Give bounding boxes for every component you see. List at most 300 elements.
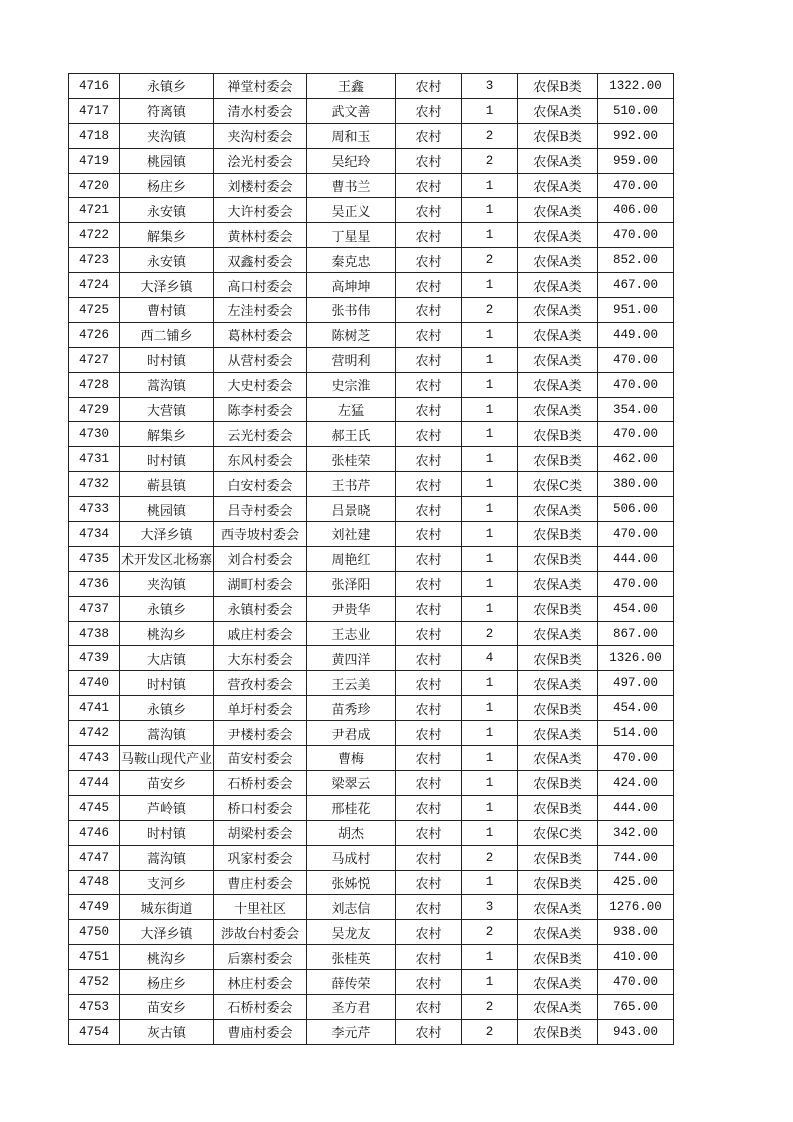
family-size: 2 — [485, 850, 494, 865]
insurance-category: 农保B类 — [533, 453, 582, 469]
family-size: 1 — [485, 726, 494, 741]
amount: 470.00 — [612, 427, 658, 442]
village-committee: 从营村委会 — [227, 354, 293, 370]
village-committee-cell — [214, 920, 307, 945]
insurance-category-cell — [518, 994, 598, 1019]
insurance-category-cell — [518, 248, 598, 273]
family-size: 2 — [485, 1024, 494, 1039]
row-number: 4718 — [78, 128, 109, 143]
village-committee: 大史村委会 — [227, 379, 293, 395]
table-body — [69, 74, 674, 1045]
insurance-category: 农保A类 — [533, 578, 582, 594]
row-number-cell — [69, 422, 120, 447]
family-size: 1 — [485, 477, 494, 492]
insurance-category: 农保B类 — [533, 80, 582, 96]
row-number-cell — [69, 472, 120, 497]
person-name-cell — [307, 198, 396, 223]
family-size-cell — [462, 845, 518, 870]
village-committee-cell — [214, 173, 307, 198]
township-cell — [120, 870, 214, 895]
household-type: 农村 — [415, 503, 442, 519]
amount-cell — [598, 770, 674, 795]
household-type: 农村 — [415, 852, 442, 868]
person-name: 吴纪玲 — [331, 155, 371, 171]
person-name-cell — [307, 522, 396, 547]
household-type: 农村 — [415, 105, 442, 121]
person-name-cell — [307, 298, 396, 323]
insurance-category: 农保B类 — [533, 1026, 582, 1042]
row-number: 4729 — [78, 402, 109, 417]
amount-cell — [598, 273, 674, 298]
person-name-cell — [307, 248, 396, 273]
household-type-cell — [396, 223, 462, 248]
family-size: 1 — [485, 975, 494, 989]
table-row — [69, 696, 674, 721]
insurance-category-cell — [518, 1019, 598, 1044]
amount-cell — [598, 1019, 674, 1044]
township: 符离镇 — [146, 105, 186, 121]
family-size: 1 — [485, 950, 494, 965]
amount-cell — [598, 721, 674, 746]
household-type-cell — [396, 98, 462, 123]
person-name: 吴龙友 — [331, 926, 371, 942]
township-cell — [120, 994, 214, 1019]
row-number-cell — [69, 298, 120, 323]
household-type: 农村 — [415, 80, 442, 96]
household-type: 农村 — [415, 204, 442, 220]
insurance-category-cell — [518, 397, 598, 422]
row-number-cell — [69, 795, 120, 820]
row-number-cell — [69, 895, 120, 920]
amount-cell — [598, 746, 674, 771]
household-type-cell — [396, 895, 462, 920]
insurance-category: 农保B类 — [533, 777, 582, 793]
amount-cell — [598, 472, 674, 497]
household-type: 农村 — [415, 727, 442, 743]
amount-cell — [598, 198, 674, 223]
row-number: 4724 — [78, 278, 109, 293]
household-type: 农村 — [415, 876, 442, 892]
household-type-cell — [396, 621, 462, 646]
person-name-cell — [307, 970, 396, 995]
village-committee: 十里社区 — [233, 901, 286, 917]
village-committee: 吕寺村委会 — [227, 503, 293, 519]
person-name: 圣方君 — [331, 1001, 371, 1017]
township: 桃沟乡 — [146, 628, 186, 644]
village-committee-cell — [214, 546, 307, 571]
family-size: 3 — [485, 900, 494, 915]
family-size-cell — [462, 422, 518, 447]
family-size-cell — [462, 74, 518, 99]
table-row — [69, 98, 674, 123]
township: 永安镇 — [146, 254, 186, 270]
household-type: 农村 — [415, 603, 442, 619]
household-type: 农村 — [415, 1001, 442, 1017]
person-name: 郝王氏 — [331, 428, 371, 444]
township: 时村镇 — [146, 827, 186, 843]
person-name: 吕景晓 — [331, 503, 371, 519]
amount: 497.00 — [612, 676, 658, 691]
household-type-cell — [396, 497, 462, 522]
household-type: 农村 — [415, 926, 442, 942]
township: 大泽乡镇 — [140, 279, 193, 295]
amount: 470.00 — [612, 377, 658, 392]
amount: 470.00 — [612, 750, 658, 765]
person-name: 张泽阳 — [331, 578, 371, 594]
township: 桃园镇 — [146, 155, 186, 171]
person-name-cell — [307, 870, 396, 895]
amount: 354.00 — [612, 402, 658, 417]
table-row — [69, 322, 674, 347]
household-type: 农村 — [415, 901, 442, 917]
amount: 462.00 — [612, 452, 658, 467]
household-type-cell — [396, 347, 462, 372]
row-number: 4749 — [78, 900, 109, 915]
household-type: 农村 — [415, 578, 442, 594]
household-type-cell — [396, 770, 462, 795]
township-cell — [120, 1019, 214, 1044]
family-size: 1 — [485, 178, 494, 193]
township: 桃园镇 — [146, 503, 186, 519]
village-committee-cell — [214, 770, 307, 795]
amount: 467.00 — [612, 278, 658, 293]
insurance-category-cell — [518, 820, 598, 845]
row-number: 4753 — [78, 999, 109, 1014]
village-committee-cell — [214, 123, 307, 148]
person-name: 吴正义 — [331, 204, 371, 220]
township: 解集乡 — [146, 428, 186, 444]
row-number: 4719 — [78, 153, 109, 168]
household-type-cell — [396, 870, 462, 895]
person-name: 邢桂花 — [331, 802, 371, 818]
amount-cell — [598, 945, 674, 970]
person-name: 张书伟 — [331, 304, 371, 320]
township-cell — [120, 223, 214, 248]
household-type: 农村 — [415, 677, 442, 693]
household-type: 农村 — [415, 802, 442, 818]
person-name-cell — [307, 447, 396, 472]
township: 大泽乡镇 — [140, 926, 193, 942]
row-number: 4751 — [78, 950, 109, 965]
row-number-cell — [69, 223, 120, 248]
village-committee: 大东村委会 — [227, 652, 293, 668]
table-row — [69, 596, 674, 621]
table-row — [69, 770, 674, 795]
person-name-cell — [307, 497, 396, 522]
family-size: 2 — [485, 153, 494, 168]
insurance-category-cell — [518, 347, 598, 372]
village-committee: 东风村委会 — [227, 453, 293, 469]
person-name-cell — [307, 696, 396, 721]
person-name: 史宗淮 — [331, 379, 371, 395]
family-size: 2 — [485, 253, 494, 268]
village-committee: 双鑫村委会 — [227, 254, 293, 270]
township-cell — [120, 970, 214, 995]
amount-cell — [598, 571, 674, 596]
insurance-category: 农保A类 — [533, 976, 582, 992]
insurance-category: 农保A类 — [533, 503, 582, 519]
table-row — [69, 746, 674, 771]
amount: 951.00 — [612, 302, 658, 317]
family-size-cell — [462, 273, 518, 298]
amount: 425.00 — [612, 875, 658, 890]
insurance-category: 农保A类 — [533, 204, 582, 220]
family-size: 1 — [485, 601, 494, 616]
amount: 943.00 — [612, 1024, 658, 1039]
person-name-cell — [307, 472, 396, 497]
village-committee-cell — [214, 98, 307, 123]
person-name-cell — [307, 746, 396, 771]
amount: 1322.00 — [609, 78, 662, 93]
insurance-category-cell — [518, 770, 598, 795]
person-name-cell — [307, 845, 396, 870]
village-committee-cell — [214, 621, 307, 646]
township-cell — [120, 522, 214, 547]
amount: 406.00 — [612, 203, 658, 218]
person-name-cell — [307, 546, 396, 571]
person-name: 周艳红 — [331, 553, 371, 569]
family-size: 1 — [485, 576, 494, 591]
row-number-cell — [69, 497, 120, 522]
person-name-cell — [307, 422, 396, 447]
person-name: 高坤坤 — [331, 279, 371, 295]
family-size-cell — [462, 596, 518, 621]
amount: 410.00 — [612, 950, 658, 965]
family-size: 2 — [485, 999, 494, 1014]
person-name: 丁星星 — [331, 229, 371, 245]
amount: 449.00 — [612, 327, 658, 342]
amount: 470.00 — [612, 352, 658, 367]
amount-cell — [598, 123, 674, 148]
amount: 959.00 — [612, 153, 658, 168]
insurance-category-cell — [518, 571, 598, 596]
person-name-cell — [307, 347, 396, 372]
row-number: 4728 — [78, 377, 109, 392]
amount: 1276.00 — [609, 900, 662, 915]
village-committee: 曹庙村委会 — [227, 1026, 293, 1042]
amount-cell — [598, 322, 674, 347]
row-number-cell — [69, 347, 120, 372]
person-name-cell — [307, 795, 396, 820]
township-cell — [120, 596, 214, 621]
insurance-category: 农保B类 — [533, 702, 582, 718]
township: 马鞍山现代产业 — [120, 752, 212, 768]
amount: 510.00 — [612, 103, 658, 118]
family-size: 1 — [485, 825, 494, 840]
village-committee: 黄林村委会 — [227, 229, 293, 245]
family-size-cell — [462, 571, 518, 596]
household-type-cell — [396, 671, 462, 696]
household-type-cell — [396, 920, 462, 945]
table-row — [69, 123, 674, 148]
insurance-category: 农保B类 — [533, 876, 582, 892]
insurance-category-cell — [518, 98, 598, 123]
family-size: 1 — [485, 750, 494, 765]
amount: 514.00 — [612, 726, 658, 741]
household-type-cell — [396, 472, 462, 497]
person-name: 周和玉 — [331, 130, 371, 146]
table-row — [69, 447, 674, 472]
village-committee-cell — [214, 298, 307, 323]
township-cell — [120, 920, 214, 945]
row-number-cell — [69, 994, 120, 1019]
household-type-cell — [396, 422, 462, 447]
person-name-cell — [307, 895, 396, 920]
amount-cell — [598, 372, 674, 397]
insurance-category-cell — [518, 273, 598, 298]
household-type-cell — [396, 273, 462, 298]
row-number-cell — [69, 546, 120, 571]
village-committee-cell — [214, 472, 307, 497]
village-committee-cell — [214, 422, 307, 447]
row-number-cell — [69, 970, 120, 995]
family-size-cell — [462, 372, 518, 397]
row-number: 4721 — [78, 203, 109, 218]
township-cell — [120, 74, 214, 99]
township-cell — [120, 123, 214, 148]
person-name: 王书芹 — [331, 478, 371, 494]
table-row — [69, 347, 674, 372]
person-name: 张桂荣 — [331, 453, 371, 469]
family-size: 1 — [485, 103, 494, 118]
family-size-cell — [462, 198, 518, 223]
row-number: 4727 — [78, 352, 109, 367]
household-type-cell — [396, 322, 462, 347]
row-number-cell — [69, 148, 120, 173]
row-number: 4738 — [78, 626, 109, 641]
household-type-cell — [396, 74, 462, 99]
amount-cell — [598, 223, 674, 248]
amount: 444.00 — [612, 800, 658, 815]
person-name-cell — [307, 322, 396, 347]
amount-cell — [598, 148, 674, 173]
village-committee-cell — [214, 970, 307, 995]
family-size-cell — [462, 397, 518, 422]
family-size-cell — [462, 696, 518, 721]
person-name: 陈树芝 — [331, 329, 371, 345]
township: 解集乡 — [146, 229, 186, 245]
township-cell — [120, 422, 214, 447]
person-name: 梁翠云 — [331, 777, 371, 793]
village-committee-cell — [214, 447, 307, 472]
person-name-cell — [307, 98, 396, 123]
person-name-cell — [307, 123, 396, 148]
village-committee: 林庄村委会 — [227, 976, 293, 992]
family-size-cell — [462, 746, 518, 771]
village-committee: 营孜村委会 — [227, 677, 293, 693]
row-number: 4734 — [78, 526, 109, 541]
row-number-cell — [69, 671, 120, 696]
insurance-category-cell — [518, 198, 598, 223]
amount: 454.00 — [612, 701, 658, 716]
township: 蒿沟镇 — [146, 379, 186, 395]
row-number-cell — [69, 596, 120, 621]
township: 大店镇 — [146, 652, 186, 668]
amount: 470.00 — [612, 228, 658, 243]
person-name: 刘志信 — [331, 901, 371, 917]
amount-cell — [598, 671, 674, 696]
household-type: 农村 — [415, 229, 442, 245]
person-name: 王云美 — [331, 677, 371, 693]
village-committee: 尹楼村委会 — [227, 727, 293, 743]
person-name: 胡杰 — [337, 827, 364, 843]
township: 大泽乡镇 — [140, 528, 193, 544]
amount-cell — [598, 98, 674, 123]
insurance-category-cell — [518, 870, 598, 895]
township-cell — [120, 621, 214, 646]
household-type-cell — [396, 746, 462, 771]
household-type: 农村 — [415, 279, 442, 295]
village-committee: 石桥村委会 — [227, 1001, 293, 1017]
township: 苗安乡 — [146, 1001, 186, 1017]
insurance-category: 农保A类 — [533, 1001, 582, 1017]
township: 永安镇 — [146, 204, 186, 220]
township: 蒿沟镇 — [146, 852, 186, 868]
person-name-cell — [307, 571, 396, 596]
family-size-cell — [462, 895, 518, 920]
family-size: 1 — [485, 327, 494, 342]
village-committee: 涉故台村委会 — [220, 926, 299, 942]
family-size-cell — [462, 123, 518, 148]
row-number-cell — [69, 920, 120, 945]
amount: 938.00 — [612, 925, 658, 940]
insurance-category-cell — [518, 746, 598, 771]
household-type: 农村 — [415, 329, 442, 345]
village-committee-cell — [214, 1019, 307, 1044]
table-row — [69, 571, 674, 596]
row-number: 4740 — [78, 676, 109, 691]
household-type: 农村 — [415, 827, 442, 843]
township: 蕲县镇 — [146, 478, 186, 494]
table-row — [69, 895, 674, 920]
insurance-category-cell — [518, 795, 598, 820]
table-row — [69, 994, 674, 1019]
insurance-category-cell — [518, 447, 598, 472]
village-committee: 永镇村委会 — [227, 603, 293, 619]
household-type: 农村 — [415, 652, 442, 668]
household-type: 农村 — [415, 254, 442, 270]
insurance-category-cell — [518, 970, 598, 995]
table-row — [69, 820, 674, 845]
village-committee-cell — [214, 596, 307, 621]
row-number: 4720 — [78, 178, 109, 193]
row-number-cell — [69, 173, 120, 198]
village-committee: 湖町村委会 — [227, 578, 293, 594]
person-name: 黄四洋 — [331, 652, 371, 668]
family-size: 1 — [485, 701, 494, 716]
row-number: 4745 — [78, 800, 109, 815]
table-row — [69, 970, 674, 995]
row-number-cell — [69, 198, 120, 223]
township-cell — [120, 173, 214, 198]
row-number-cell — [69, 322, 120, 347]
family-size: 2 — [485, 128, 494, 143]
table-row — [69, 173, 674, 198]
village-committee-cell — [214, 74, 307, 99]
amount: 424.00 — [612, 775, 658, 790]
insurance-category-cell — [518, 721, 598, 746]
household-type-cell — [396, 596, 462, 621]
village-committee: 大许村委会 — [227, 204, 293, 220]
household-type: 农村 — [415, 180, 442, 195]
amount-cell — [598, 696, 674, 721]
row-number: 4736 — [78, 576, 109, 591]
amount-cell — [598, 298, 674, 323]
amount: 470.00 — [612, 975, 658, 989]
township-cell — [120, 322, 214, 347]
township-cell — [120, 646, 214, 671]
family-size-cell — [462, 522, 518, 547]
